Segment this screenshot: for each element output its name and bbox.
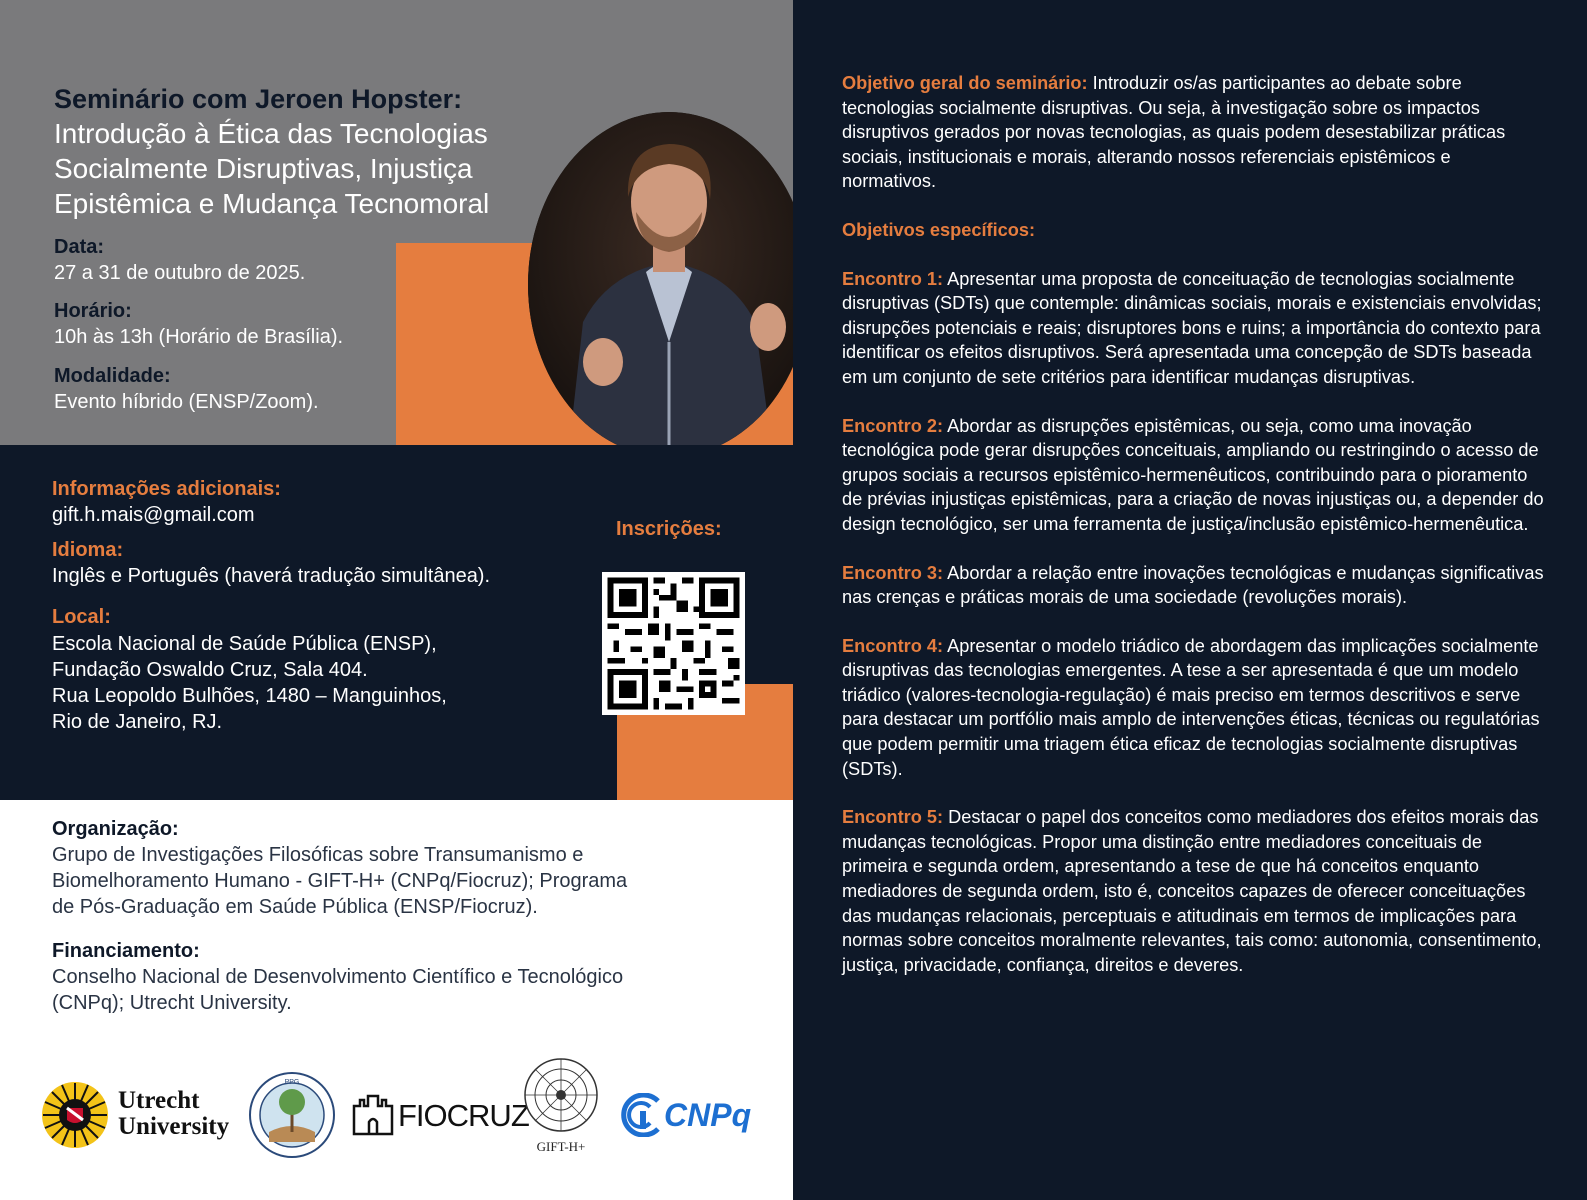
qr-code-icon [602, 572, 745, 715]
pos-graduacao-logo [249, 1072, 335, 1158]
general-objective-label: Objetivo geral do seminário: [842, 73, 1088, 93]
organization-line-1: Grupo de Investigações Filosóficas sobre Transumanismo e [52, 844, 584, 866]
location-label: Local: [52, 606, 111, 628]
language-label: Idioma: [52, 539, 124, 561]
cnpq-mark-icon [620, 1093, 664, 1137]
organization-line-3: de Pós-Graduação em Saúde Pública (ENSP/Fiocruz). [52, 896, 538, 918]
encounter-3 [842, 561, 1548, 610]
date-label: Data: [54, 236, 105, 258]
funding-line-1: Conselho Nacional de Desenvolvimento Científico e Tecnológico [52, 966, 624, 988]
encounter-1 [842, 267, 1548, 390]
title-line-2: Socialmente Disruptivas, Injustiça [54, 153, 473, 184]
page-title [54, 82, 554, 221]
speaker-portrait [528, 112, 810, 457]
title-line-3: Epistêmica e Mudança Tecnomoral [54, 188, 490, 219]
event-info [54, 235, 414, 415]
location-line-1: Escola Nacional de Saúde Pública (ENSP), [52, 633, 437, 655]
additional-info-label: Informações adicionais: [52, 478, 281, 500]
encounter-text: Abordar a relação entre inovações tecnológicas e mudanças significativas nas crenças e práticas morais de uma sociedade (revoluções morais). [842, 562, 1544, 608]
title-line-1: Introdução à Ética das Tecnologias [54, 118, 488, 149]
pos-graduacao-seal-icon [249, 1072, 335, 1158]
encounter-5 [842, 805, 1548, 977]
registration-label: Inscrições: [616, 518, 722, 540]
encounter-text: Abordar as disrupções epistêmicas, ou seja, como uma inovação tecnológica pode gerar disrupções conceituais, ampliando ou restringindo o acesso de grupos sociais a recursos epistêmico-hermenêuticos, contribuindo para o pioramento de prévias injustiças epistêmicas, para a criação de novas injustiças ou, a depender do design tecnológico, ser uma ferramenta de justiça/inclusão epistêmico-hermenêutica. [842, 415, 1544, 534]
gift-mandala-icon [522, 1055, 600, 1137]
encounter-2 [842, 414, 1548, 537]
speaker-photo-icon [528, 112, 810, 457]
gift-logo [522, 1055, 600, 1165]
funding-line-2: (CNPq); Utrecht University. [52, 992, 292, 1014]
organization-label: Organização: [52, 818, 179, 840]
date-value: 27 a 31 de outubro de 2025. [54, 262, 306, 284]
contact-email: gift.h.mais@gmail.com [52, 504, 255, 526]
cnpq-logo [620, 1093, 760, 1139]
title-speaker: Seminário com Jeroen Hopster: [54, 84, 463, 114]
utrecht-name-1: Utrecht [118, 1087, 200, 1114]
language-value: Inglês e Português (haverá tradução simultânea). [52, 565, 491, 587]
funding-label: Financiamento: [52, 940, 200, 962]
organization-line-2: Biomelhoramento Humano - GIFT-H+ (CNPq/Fiocruz); Programa [52, 870, 628, 892]
encounter-text: Destacar o papel dos conceitos como mediadores dos efeitos morais das mudanças tecnológicas. Propor uma distinção entre mediadores conceituais de primeira e segunda ordem, apresentando a tese de que há conceitos enquanto mediadores de segunda ordem, isto é, conceitos capazes de oferecer conceituações das mudanças relacionais, perceptuais e atitudinais em termos de implicações para normas sobre conceitos moralmente relevantes, tais como: autonomia, consentimento, justiça, privacidade, confiança, direitos e deveres. [842, 807, 1542, 975]
time-label: Horário: [54, 300, 132, 322]
utrecht-sun-icon [40, 1080, 110, 1150]
mode-label: Modalidade: [54, 365, 171, 387]
utrecht-logo [40, 1080, 240, 1150]
encounter-text: Apresentar o modelo triádico de abordagem das implicações socialmente disruptivas das tecnologias emergentes. A tese a ser apresentada é que um modelo triádico (valores-tecnologia-regulação) é mais preciso em termos descritivos e serve para destacar um portfólio mais amplo de intervenções éticas, técnicas ou regulatórias que podem permitir uma triagem ética eficaz de tecnologias socialmente disruptivas (SDTs). [842, 635, 1540, 779]
fiocruz-logo [352, 1092, 529, 1138]
extra-info [52, 476, 612, 735]
objectives-content [842, 71, 1548, 1001]
registration-qr-code[interactable] [602, 572, 745, 715]
cnpq-name: CNPq [664, 1097, 752, 1133]
fiocruz-castle-icon [352, 1092, 394, 1136]
encounter-label: Encontro 5: [842, 807, 944, 828]
specific-objectives-heading: Objetivos específicos: [842, 219, 1036, 240]
encounter-label: Encontro 1: [842, 268, 944, 289]
svg-text:PPG: PPG [284, 1079, 300, 1086]
encounter-label: Encontro 3: [842, 562, 944, 583]
location-line-3: Rua Leopoldo Bulhões, 1480 – Manguinhos, [52, 685, 447, 707]
encounter-4 [842, 634, 1548, 782]
general-objective-text: Introduzir os/as participantes ao debate sobre tecnologias socialmente disruptivas. Ou seja, à investigação sobre os impactos disruptivos gerados por novas tecnologias, as quais podem desestabilizar práticas sociais, institucionais e morais, alterando nossos referenciais epistêmicos e normativos. [842, 73, 1506, 192]
encounter-text: Apresentar uma proposta de conceituação de tecnologias socialmente disruptivas (SDTs) que contemple: dinâmicas sociais, morais e existenciais envolvidas; disrupções potenciais e reais; disruptores bons e ruins; a importância do contexto para identificar os efeitos disruptivos. Será apresentada uma concepção de SDTs baseada em um conjunto de sete critérios para identificar mudanças disruptivas. [842, 268, 1542, 387]
fiocruz-name: FIOCRUZ [398, 1098, 529, 1133]
mode-value: Evento híbrido (ENSP/Zoom). [54, 391, 319, 413]
location-line-4: Rio de Janeiro, RJ. [52, 711, 223, 733]
general-objective [842, 71, 1548, 194]
encounter-label: Encontro 2: [842, 415, 944, 436]
time-value: 10h às 13h (Horário de Brasília). [54, 326, 344, 348]
gift-name: GIFT-H+ [536, 1139, 586, 1154]
encounter-label: Encontro 4: [842, 635, 944, 656]
credits [52, 816, 752, 1016]
location-line-2: Fundação Oswaldo Cruz, Sala 404. [52, 659, 368, 681]
utrecht-name-2: University [118, 1113, 230, 1140]
